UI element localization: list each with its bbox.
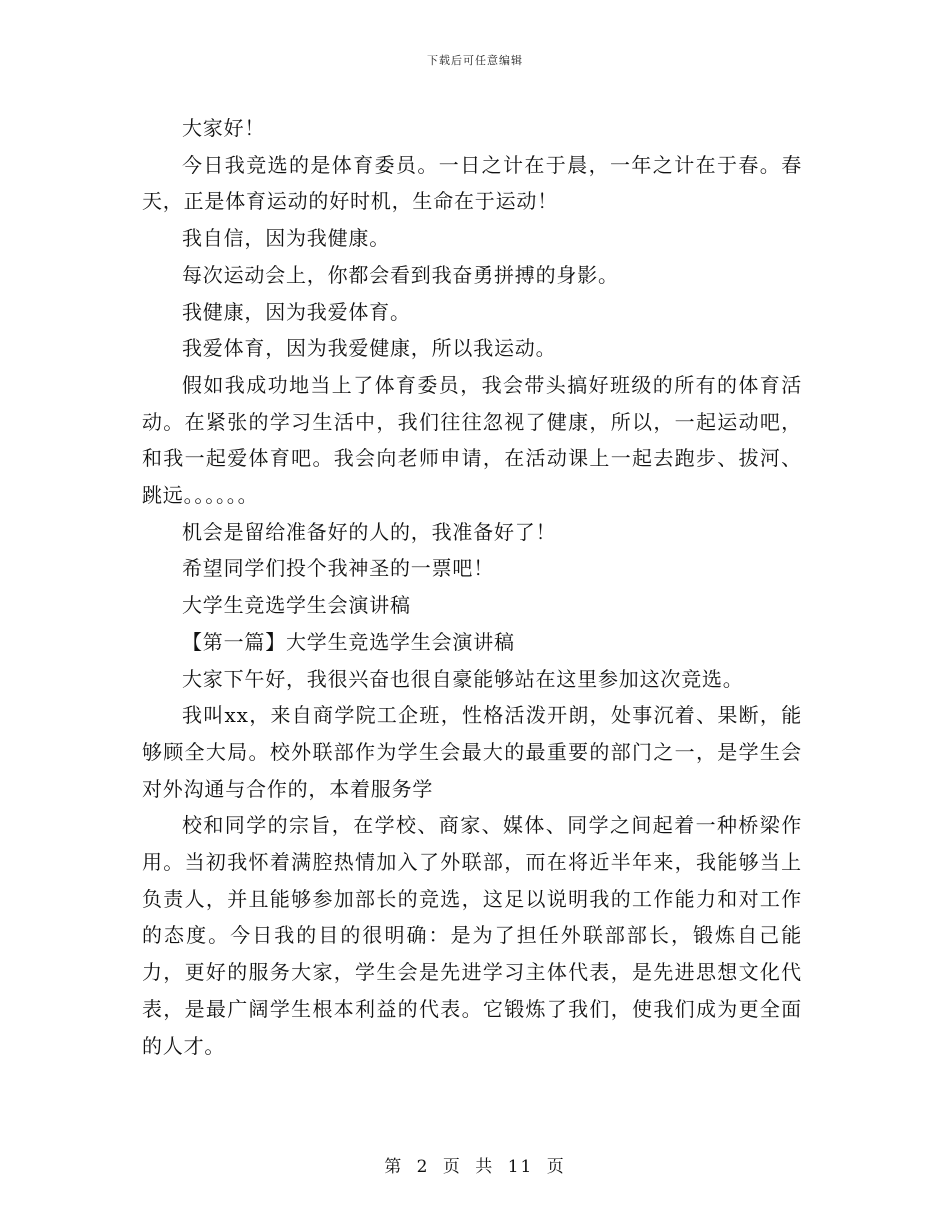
- paragraph: 我叫xx，来自商学院工企班，性格活泼开朗，处事沉着、果断，能够顾全大局。校外联部作为学生会最大的最重要的部门之一，是学生会对外沟通与合作的，本着服务学: [142, 703, 802, 801]
- paragraph: 大家下午好，我很兴奋也很自豪能够站在这里参加这次竞选。: [182, 666, 744, 691]
- paragraph-greeting: 大家好！: [182, 116, 266, 140]
- paragraph: 机会是留给准备好的人的，我准备好了！: [182, 519, 557, 544]
- document-body: [142, 110, 802, 1064]
- page-header: 下载后可任意编辑: [427, 54, 523, 67]
- section-title: 大学生竞选学生会演讲稿: [182, 593, 411, 618]
- subsection-title: 【第一篇】大学生竞选学生会演讲稿: [182, 629, 515, 654]
- paragraph: 校和同学的宗旨，在学校、商家、媒体、同学之间起着一种桥梁作用。当初我怀着满腔热情加入了外联部，而在将近半年来，我能够当上负责人，并且能够参加部长的竞选，这足以说明我的工作能力和对工作的态度。今日我的目的很明确：是为了担任外联部部长，锻炼自己能力，更好的服务大家，学生会是先进学习主体代表，是先进思想文化代表，是最广阔学生根本利益的代表。它锻炼了我们，使我们成为更全面的人才。: [142, 813, 802, 1058]
- paragraph: 我健康，因为我爱体育。: [182, 299, 411, 324]
- paragraph: 假如我成功地当上了体育委员，我会带头搞好班级的所有的体育活动。在紧张的学习生活中，我们往往忽视了健康，所以，一起运动吧，和我一起爱体育吧。我会向老师申请，在活动课上一起去跑步、拔河、跳远。。。。。。: [142, 372, 802, 508]
- paragraph-intro: 今日我竞选的是体育委员。一日之计在于晨，一年之计在于春。春天，正是体育运动的好时机，生命在于运动！: [142, 152, 802, 214]
- paragraph: 我自信，因为我健康。: [182, 226, 390, 251]
- paragraph: 我爱体育，因为我爱健康，所以我运动。: [182, 336, 557, 361]
- paragraph: 希望同学们投个我神圣的一票吧！: [182, 556, 494, 581]
- paragraph: 每次运动会上，你都会看到我奋勇拼搏的身影。: [182, 262, 619, 287]
- page-number: 第 2 页 共 11 页: [384, 1157, 566, 1177]
